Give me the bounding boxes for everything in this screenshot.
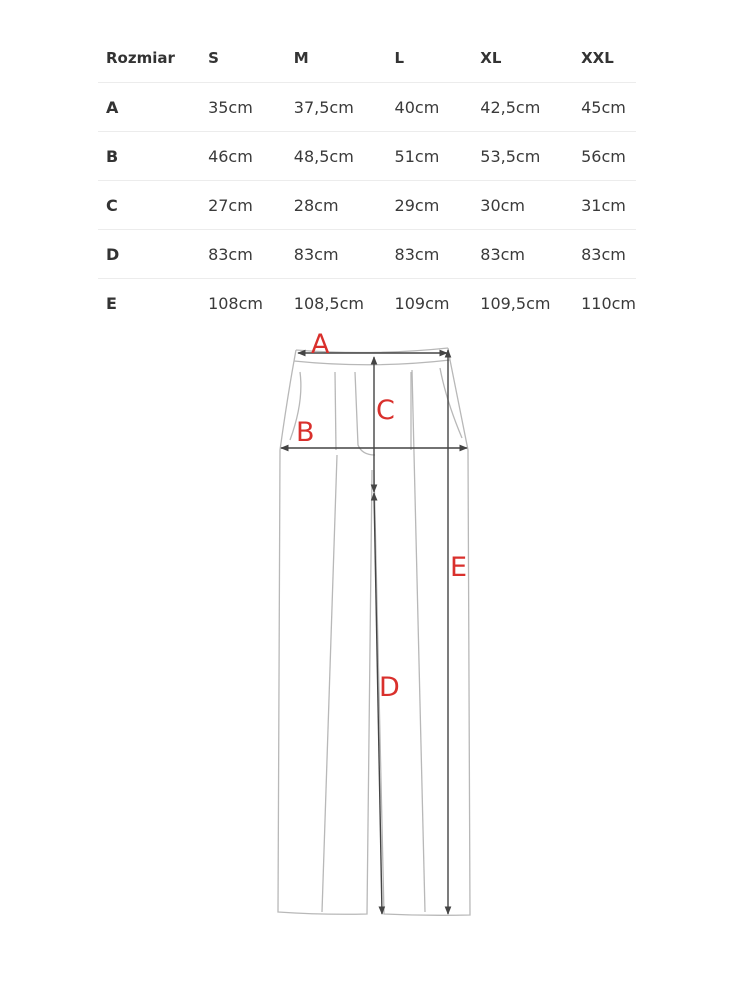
table-cell: 83cm: [472, 230, 573, 279]
table-cell: 28cm: [286, 181, 387, 230]
header-rozmiar: Rozmiar: [106, 49, 175, 67]
label-a: A: [311, 329, 330, 360]
table-cell: 83cm: [573, 230, 636, 279]
table-cell: 83cm: [200, 230, 286, 279]
table-cell: 27cm: [200, 181, 286, 230]
table-cell: 48,5cm: [286, 132, 387, 181]
table-cell: 40cm: [387, 83, 473, 132]
table-cell: 109cm: [387, 279, 473, 328]
table-cell: 110cm: [573, 279, 636, 328]
header-size-m: M: [293, 49, 309, 67]
header-size-xl: XL: [480, 49, 502, 67]
table-cell: 31cm: [573, 181, 636, 230]
table-cell: 45cm: [573, 83, 636, 132]
label-c: C: [376, 395, 395, 426]
header-size-s: S: [208, 49, 219, 67]
header-size-l: L: [394, 49, 405, 67]
table-cell: 83cm: [286, 230, 387, 279]
table-cell: 83cm: [387, 230, 473, 279]
label-e: E: [450, 552, 468, 583]
table-cell: 35cm: [200, 83, 286, 132]
row-label: A: [98, 83, 200, 132]
table-cell: 29cm: [387, 181, 473, 230]
table-cell: 56cm: [573, 132, 636, 181]
table-cell: 37,5cm: [286, 83, 387, 132]
table-cell: 108cm: [200, 279, 286, 328]
table-cell: 108,5cm: [286, 279, 387, 328]
row-label: B: [98, 132, 200, 181]
row-label: D: [98, 230, 200, 279]
table-cell: 53,5cm: [472, 132, 573, 181]
label-d: D: [379, 672, 400, 703]
label-b: B: [296, 417, 315, 448]
table-cell: 109,5cm: [472, 279, 573, 328]
table-cell: 42,5cm: [472, 83, 573, 132]
table-cell: 51cm: [387, 132, 473, 181]
table-cell: 30cm: [472, 181, 573, 230]
header-size-xxl: XXL: [581, 49, 614, 67]
row-label: C: [98, 181, 200, 230]
table-cell: 46cm: [200, 132, 286, 181]
row-label: E: [98, 279, 200, 328]
